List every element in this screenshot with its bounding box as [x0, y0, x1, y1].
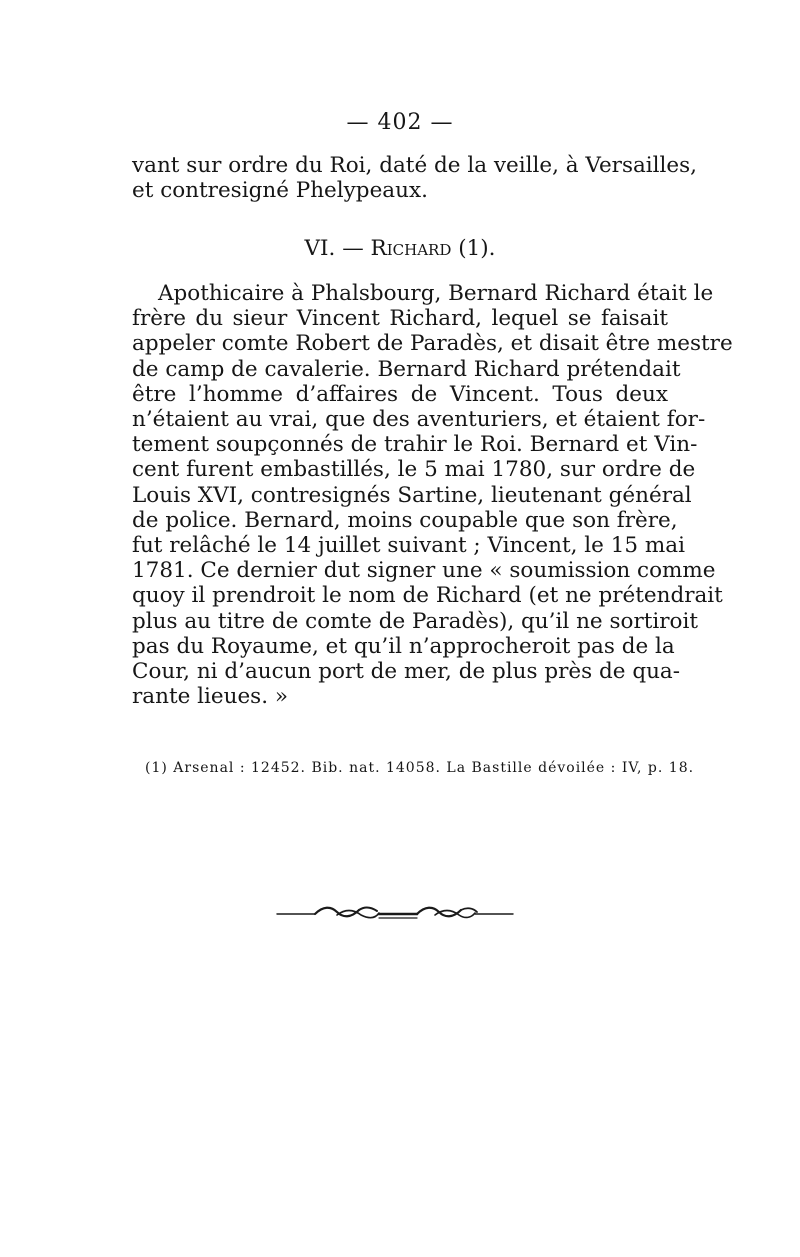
section-heading-name: Richard: [370, 236, 452, 261]
text-line: et contresigné Phelypeaux.: [132, 178, 428, 204]
text-line: être l’homme d’affaires de Vincent. Tous deux: [132, 381, 668, 407]
text-line: n’étaient au vrai, que des aventuriers, et étaient for-: [132, 407, 706, 433]
page-number: — 402 —: [346, 110, 454, 135]
text-line: frère du sieur Vincent Richard, lequel se faisait: [132, 306, 668, 332]
text-line: vant sur ordre du Roi, daté de la veille, à Versailles,: [132, 153, 698, 178]
text-line: quoy il prendroit le nom de Richard (et ne prétendrait: [132, 583, 723, 609]
text-line: fut relâché le 14 juillet suivant ; Vincent, le 15 mai: [132, 533, 686, 559]
footnote-reference: (1).: [451, 236, 496, 261]
text-line: tement soupçonnés de trahir le Roi. Bernard et Vin-: [132, 432, 698, 458]
footnote: (1) Arsenal : 12452. Bib. nat. 14058. La Bastille dévoilée : IV, p. 18.: [145, 760, 695, 776]
text-line: Louis XVI, contresignés Sartine, lieutenant général: [132, 482, 692, 508]
text-line: de police. Bernard, moins coupable que son frère,: [132, 507, 678, 533]
text-line: Cour, ni d’aucun port de mer, de plus près de qua-: [132, 659, 681, 685]
ornament-divider: [275, 897, 515, 927]
text-line: rante lieues. »: [132, 684, 289, 710]
continuation-text: [132, 153, 698, 204]
text-line: plus au titre de comte de Paradès), qu’il ne sortiroit: [132, 608, 698, 634]
text-line: Apothicaire à Phalsbourg, Bernard Richard était le: [158, 281, 714, 306]
body-paragraph: [132, 281, 733, 710]
text-line: pas du Royaume, et qu’il n’approcheroit pas de la: [132, 633, 675, 659]
text-line: de camp de cavalerie. Bernard Richard prétendait: [132, 356, 681, 382]
section-heading-prefix: VI. —: [304, 236, 371, 261]
text-line: appeler comte Robert de Paradès, et disait être mestre: [132, 331, 733, 357]
text-line: 1781. Ce dernier dut signer une « soumission comme: [132, 558, 716, 584]
section-heading: [0, 236, 800, 261]
text-line: cent furent embastillés, le 5 mai 1780, sur ordre de: [132, 457, 696, 483]
